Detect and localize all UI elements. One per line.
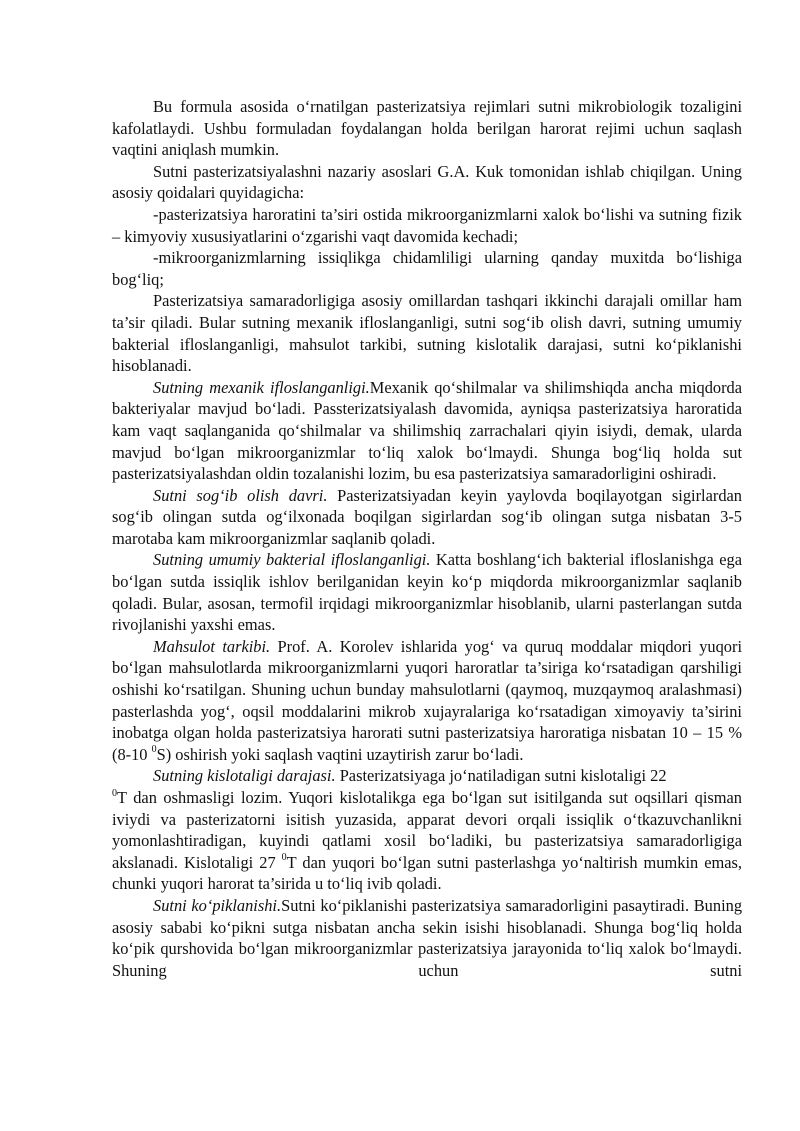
paragraph-text: Pasterizatsiyadan keyin yaylovda boqilayotgan sigirlardan sog‘ib olingan sutda og‘ilxonada boqilgan sigirlardan sog‘ib olingan sutga nisbatan 3-5 marotaba kam mikroorganizmlar saqlanib qoladi. bbox=[112, 485, 742, 548]
section-heading: Sutni sog‘ib olish davri. bbox=[153, 485, 328, 505]
paragraph-secondary-factors bbox=[112, 290, 742, 376]
list-item-heat-resistance bbox=[112, 247, 742, 290]
section-heading: Sutning mexanik ifloslanganligi. bbox=[153, 377, 370, 397]
paragraph-text: T dan oshmasligi lozim. Yuqori kislotalikga ega bo‘lgan sut isitilganda sut oqsillari qisman iviydi va pasterizatorni isitish yuzasida, apparat devori orqali issiqlik o‘tkazuvchanlikni yomonlashtiradigan, kuyindi qatlami xosil bo‘ladiki, bu pasterizatsiya samaradorligiga akslanadi. Kislotaligi 27 bbox=[112, 788, 742, 872]
degree-superscript: 0 bbox=[151, 744, 157, 756]
paragraph-text: -mikroorganizmlarning issiqlikga chidamliligi ularning qanday muxitda bo‘lishiga bog‘liq; bbox=[112, 248, 742, 289]
paragraph-text: Sutni ko‘piklanishi pasterizatsiya samaradorligini pasaytiradi. Buning asosiy sababi ko‘pikni sutga nisbatan ancha sekin isishi hisoblanadi. Shunga bog‘liq holda ko‘pik qurshovida bo‘lgan mikroorganizmlar pasterizatsiya jarayonida to‘liq xalok bo‘lmaydi. Shuning uchun sutni bbox=[112, 895, 743, 980]
paragraph-text: Sutni pasterizatsiyalashni nazariy asoslari G.A. Kuk tomonidan ishlab chiqilgan. Uning asosiy qoidalari quyidagicha: bbox=[112, 161, 742, 203]
section-heading: Sutning kislotaligi darajasi. bbox=[153, 766, 336, 786]
paragraph-text: Pasterizatsiyaga jo‘natiladigan sutni kislotaligi 22 bbox=[335, 766, 667, 786]
paragraph-text: Bu formula asosida o‘rnatilgan pasterizatsiya rejimlari sutni mikrobiologik tozaligini kafolatlaydi. Ushbu formuladan foydalangan holda berilgan harorat rejimi uchun saqlash vaqtini aniqlash mumkin. bbox=[112, 97, 742, 160]
paragraph-foaming bbox=[112, 895, 742, 981]
paragraph-acidity-level bbox=[112, 765, 742, 895]
section-heading: Sutni ko‘piklanishi. bbox=[153, 895, 282, 915]
paragraph-bacterial-contamination bbox=[112, 549, 742, 635]
list-item-temperature-effect bbox=[112, 204, 742, 247]
paragraph-formula-regimes bbox=[112, 96, 742, 161]
paragraph-text: Katta boshlang‘ich bakterial ifloslanishga ega bo‘lgan sutda issiqlik ishlov berilganidan keyin ko‘p miqdorda mikroorganizmlar saqlanib qoladi. Bular, asosan, termofil irqidagi mikroorganizmlar hisoblanib, ularni pasterlangan sutda rivojlanishi yaxshi emas. bbox=[112, 550, 742, 635]
paragraph-text: T dan yuqori bo‘lgan sutni pasterlashga yo‘naltirish mumkin emas, chunki yuqori harorat ta’sirida u to‘liq ivib qoladi. bbox=[112, 852, 742, 894]
degree-superscript: 0 bbox=[281, 852, 287, 864]
section-heading: Mahsulot tarkibi. bbox=[153, 636, 271, 656]
paragraph-milking-period bbox=[112, 485, 742, 550]
paragraph-mechanical-contamination bbox=[112, 377, 742, 485]
paragraph-kuk-theory bbox=[112, 161, 742, 204]
paragraph-text: Mexanik qo‘shilmalar va shilimshiqda ancha miqdorda bakteriyalar mavjud bo‘ladi. Passterizatsiyalash davomida, ayniqsa pasterizatsiya haroratida kam vaqt saqlanganida qo‘shilmalar va shilimshiq zarrachalari qiyin isiydi, demak, ularda mavjud bo‘lgan mikroorganizmlar to‘liq xalok bo‘lmaydi. Shunga bog‘liq holda sut pasterizatsiyalashdan oldin tozalanishi lozim, bu esa pasterizatsiya samaradorligini oshiradi. bbox=[112, 377, 743, 484]
paragraph-product-composition bbox=[112, 636, 742, 766]
paragraph-text: S) oshirish yoki saqlash vaqtini uzaytirish zarur bo‘ladi. bbox=[156, 744, 524, 764]
paragraph-text: Prof. A. Korolev ishlarida yog‘ va quruq moddalar miqdori yuqori bo‘lgan mahsulotlarda mikroorganizmlarni yuqori haroratlar ta’siriga ko‘rsatadigan qarshiligi oshishi ko‘rsatilgan. Shuning uchun bunday mahsulotlarni (qaymoq, muzqaymoq aralashmasi) pasterlashda yog‘, oqsil moddalarini mikrob xujayralariga ko‘rsatadigan ximoyaviy ta’sirini inobatga olgan holda pasterizatsiya harorati sutni pasterizatsiya haroratiga nisbatan 10 – 15 % (8-10 bbox=[112, 636, 743, 764]
paragraph-text: -pasterizatsiya haroratini ta’siri ostida mikroorganizmlarni xalok bo‘lishi va sutning fizik – kimyoviy xususiyatlarini o‘zgarishi vaqt davomida kechadi; bbox=[112, 204, 742, 246]
paragraph-text: Pasterizatsiya samaradorligiga asosiy omillardan tashqari ikkinchi darajali omillar ham ta’sir qiladi. Bular sutning mexanik ifloslanganligi, sutni sog‘ib olish davri, sutning umumiy bakterial ifloslanganligi, mahsulot tarkibi, sutning kislotalik darajasi, sutni ko‘piklanishi hisoblanadi. bbox=[112, 291, 742, 376]
document-page bbox=[112, 96, 742, 981]
degree-superscript: 0 bbox=[112, 787, 117, 799]
section-heading: Sutning umumiy bakterial ifloslanganligi. bbox=[153, 550, 431, 570]
